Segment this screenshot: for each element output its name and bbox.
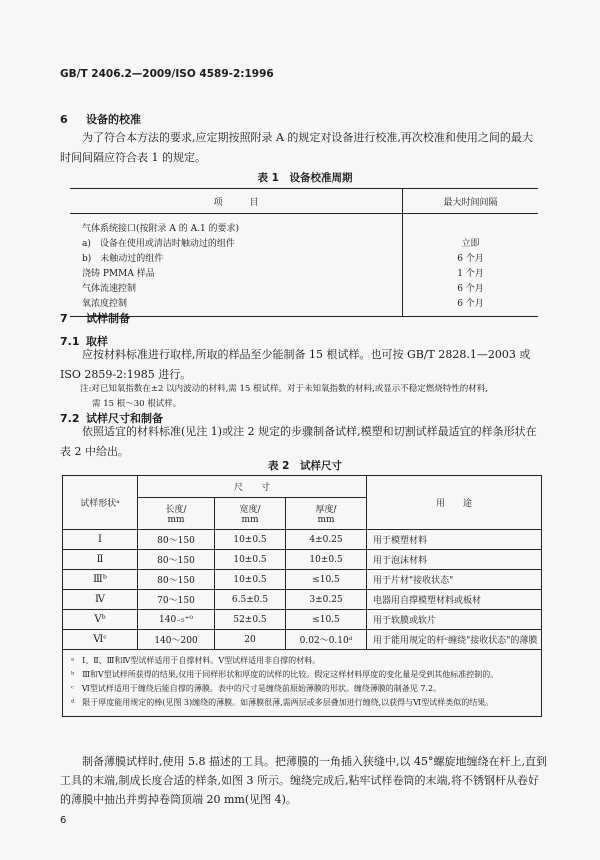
cell-thickness: 10±0.5 (286, 550, 367, 570)
unit-label: mm (241, 515, 259, 525)
cell-use: 电器用自撑模塑材料或板材 (367, 590, 542, 610)
cell-length: 140～200 (138, 630, 215, 650)
table-row (63, 630, 542, 650)
table-row (63, 550, 542, 570)
width-label: 宽度/ (239, 505, 261, 515)
cell-width: 10±0.5 (215, 570, 286, 590)
standard-header: GB/T 2406.2—2009/ISO 4589-2:1996 (60, 68, 274, 80)
section-7-1-paragraph (60, 345, 550, 385)
section-6-line-1: 为了符合本方法的要求,应定期按照附录 A 的规定对设备进行校准,再次校准和使用之间的最大 (82, 131, 533, 144)
cell-shape: Ⅰ (63, 530, 138, 550)
cell-shape: Ⅳ (63, 590, 138, 610)
section-7-2-paragraph (60, 422, 550, 462)
section-7-1-line-1: 应按材料标准进行取样,所取的样品至少能制备 15 根试样。也可按 GB/T 2828.1—2003 或 (82, 348, 531, 361)
cell-thickness: 0.02～0.10ᵈ (286, 630, 367, 650)
cell-width: 52±0.5 (215, 610, 286, 630)
page-number: 6 (60, 815, 67, 826)
table-2-header-use: 用 途 (367, 476, 542, 530)
table-row (63, 570, 542, 590)
table-1-cell-item: b) 未触动过的组件 (70, 250, 403, 265)
section-7-2-number: 7.2 (60, 412, 80, 425)
cell-use: 用于能用规定的杆ᶜ缠绕"接收状态"的薄膜 (367, 630, 542, 650)
section-6-title: 设备的校准 (86, 113, 141, 126)
length-label: 长度/ (165, 505, 187, 515)
cell-shape: Ⅴᵇ (63, 610, 138, 630)
cell-use: 用于软膜或软片 (367, 610, 542, 630)
table-row (70, 235, 538, 250)
table-1-cell-item: 气体流速控制 (70, 280, 403, 295)
table-2-header-thickness (286, 498, 367, 530)
closing-line-3: 的薄膜中抽出并剪掉卷筒顶端 20 mm(见图 4)。 (60, 793, 297, 806)
table-1-header-item: 项 目 (70, 189, 403, 214)
cell-shape: Ⅵᶜ (63, 630, 138, 650)
table-1-cell-interval: 6 个月 (457, 254, 484, 264)
table-1-cell-item: 氧浓度控制 (70, 295, 403, 317)
table-2-header-shape: 试样形状ᵃ (63, 476, 138, 530)
section-6-line-2: 时间间隔应符合表 1 的规定。 (60, 151, 206, 164)
unit-label: mm (167, 515, 185, 525)
section-6-heading (60, 111, 141, 127)
table-2-caption: 表 2 试样尺寸 (268, 460, 342, 472)
note-line-2: 需 15 根～30 根试样。 (92, 399, 182, 409)
cell-length: 140₋₅⁺⁰ (138, 610, 215, 630)
unit-label: mm (317, 515, 335, 525)
cell-length: 80～150 (138, 570, 215, 590)
table-1-cell-item: a) 设备在使用或清洁时触动过的组件 (70, 235, 403, 250)
closing-line-1: 制备薄膜试样时,使用 5.8 描述的工具。把薄膜的一角插入狭缝中,以 45°螺旋地缠绕在杆上,直到 (82, 755, 547, 768)
table-2-footnotes (63, 650, 542, 717)
cell-thickness: ≤10.5 (286, 610, 367, 630)
table-2-header-length (138, 498, 215, 530)
closing-line-2: 工具的末端,制成长度合适的样条,如图 3 所示。缠绕完成后,粘牢试样卷筒的末端,将不锈钢杆从卷好 (60, 774, 539, 787)
section-7-2-line-1: 依照适宜的材料标准(见注 1)或注 2 规定的步骤制备试样,模塑和切割试样最适宜的样条形状在 (82, 425, 537, 438)
table-row (70, 214, 538, 236)
section-7-1-line-2: ISO 2859-2:1985 进行。 (60, 368, 192, 381)
table-1-header-interval: 最大时间间隔 (403, 189, 539, 214)
table-1-cell-interval (403, 214, 539, 236)
footnote-b: ᵇ Ⅲ和Ⅴ型试样所获得的结果,仅用于同样形状和厚度的试样的比较。假定这样材料厚度的变化量是受到其他标准控制的。 (71, 670, 499, 679)
cell-use: 用于泡沫材料 (367, 550, 542, 570)
section-7-number: 7 (60, 312, 68, 325)
table-1 (70, 188, 538, 317)
section-7-1-number: 7.1 (60, 335, 80, 348)
table-row (63, 530, 542, 550)
cell-length: 80～150 (138, 530, 215, 550)
cell-use: 用于模塑材料 (367, 530, 542, 550)
cell-thickness: ≤10.5 (286, 570, 367, 590)
section-7-2-title: 试样尺寸和制备 (86, 412, 163, 425)
table-2-header-dimensions: 尺 寸 (138, 476, 367, 498)
cell-use: 用于片材"接收状态" (367, 570, 542, 590)
table-row (70, 280, 538, 295)
section-6-paragraph (60, 128, 550, 168)
cell-width: 20 (215, 630, 286, 650)
table-1-cell-interval: 6 个月 (457, 284, 484, 294)
table-row (63, 590, 542, 610)
table-row (70, 265, 538, 280)
table-1-caption: 表 1 设备校准周期 (257, 172, 353, 184)
table-1-cell-interval: 1 个月 (457, 269, 484, 279)
cell-length: 70～150 (138, 590, 215, 610)
section-7-title: 试样制备 (86, 312, 130, 325)
cell-width: 10±0.5 (215, 530, 286, 550)
section-7-1-note (80, 382, 550, 412)
table-2-header-width (215, 498, 286, 530)
table-1-cell-item: 气体系统接口(按附录 A 的 A.1 的要求) (70, 214, 403, 236)
cell-thickness: 4±0.25 (286, 530, 367, 550)
thickness-label: 厚度/ (315, 505, 337, 515)
cell-shape: Ⅲᵇ (63, 570, 138, 590)
section-7-heading (60, 310, 130, 326)
closing-paragraph (60, 752, 550, 809)
table-row (70, 250, 538, 265)
section-7-2-line-2: 表 2 中给出。 (60, 445, 129, 458)
table-1-cell-item: 浇铸 PMMA 样品 (70, 265, 403, 280)
note-line-1: 注:对已知氧指数在±2 以内波动的材料,需 15 根试样。对于未知氧指数的材料,或显示不稳定燃烧特性的材料, (80, 384, 488, 394)
table-2 (62, 475, 542, 717)
footnote-c: ᶜ Ⅵ型试样适用于缠绕后能自撑的薄膜。表中的尺寸是缠绕前原始薄膜的形状。缠绕薄膜的制备见 7.2。 (71, 684, 442, 693)
cell-width: 10±0.5 (215, 550, 286, 570)
table-row (63, 610, 542, 630)
table-row (70, 295, 538, 317)
cell-width: 6.5±0.5 (215, 590, 286, 610)
section-7-1-title: 取样 (86, 335, 108, 348)
table-1-cell-interval: 立即 (461, 239, 480, 249)
footnote-d: ᵈ 限于厚度能用规定的棒(见图 3)缠绕的薄膜。如薄膜很薄,需两层或多层叠加进行缠绕,以获得与Ⅵ型试样类似的结果。 (71, 698, 494, 707)
table-1-cell-interval: 6 个月 (457, 299, 484, 309)
footnotes-cell (63, 650, 542, 717)
cell-thickness: 3±0.25 (286, 590, 367, 610)
cell-shape: Ⅱ (63, 550, 138, 570)
footnote-a: ᵃ Ⅰ、Ⅱ、Ⅲ和Ⅳ型试样适用于自撑材料。Ⅴ型试样适用非自撑的材料。 (71, 656, 321, 665)
cell-length: 80～150 (138, 550, 215, 570)
section-6-number: 6 (60, 113, 68, 126)
